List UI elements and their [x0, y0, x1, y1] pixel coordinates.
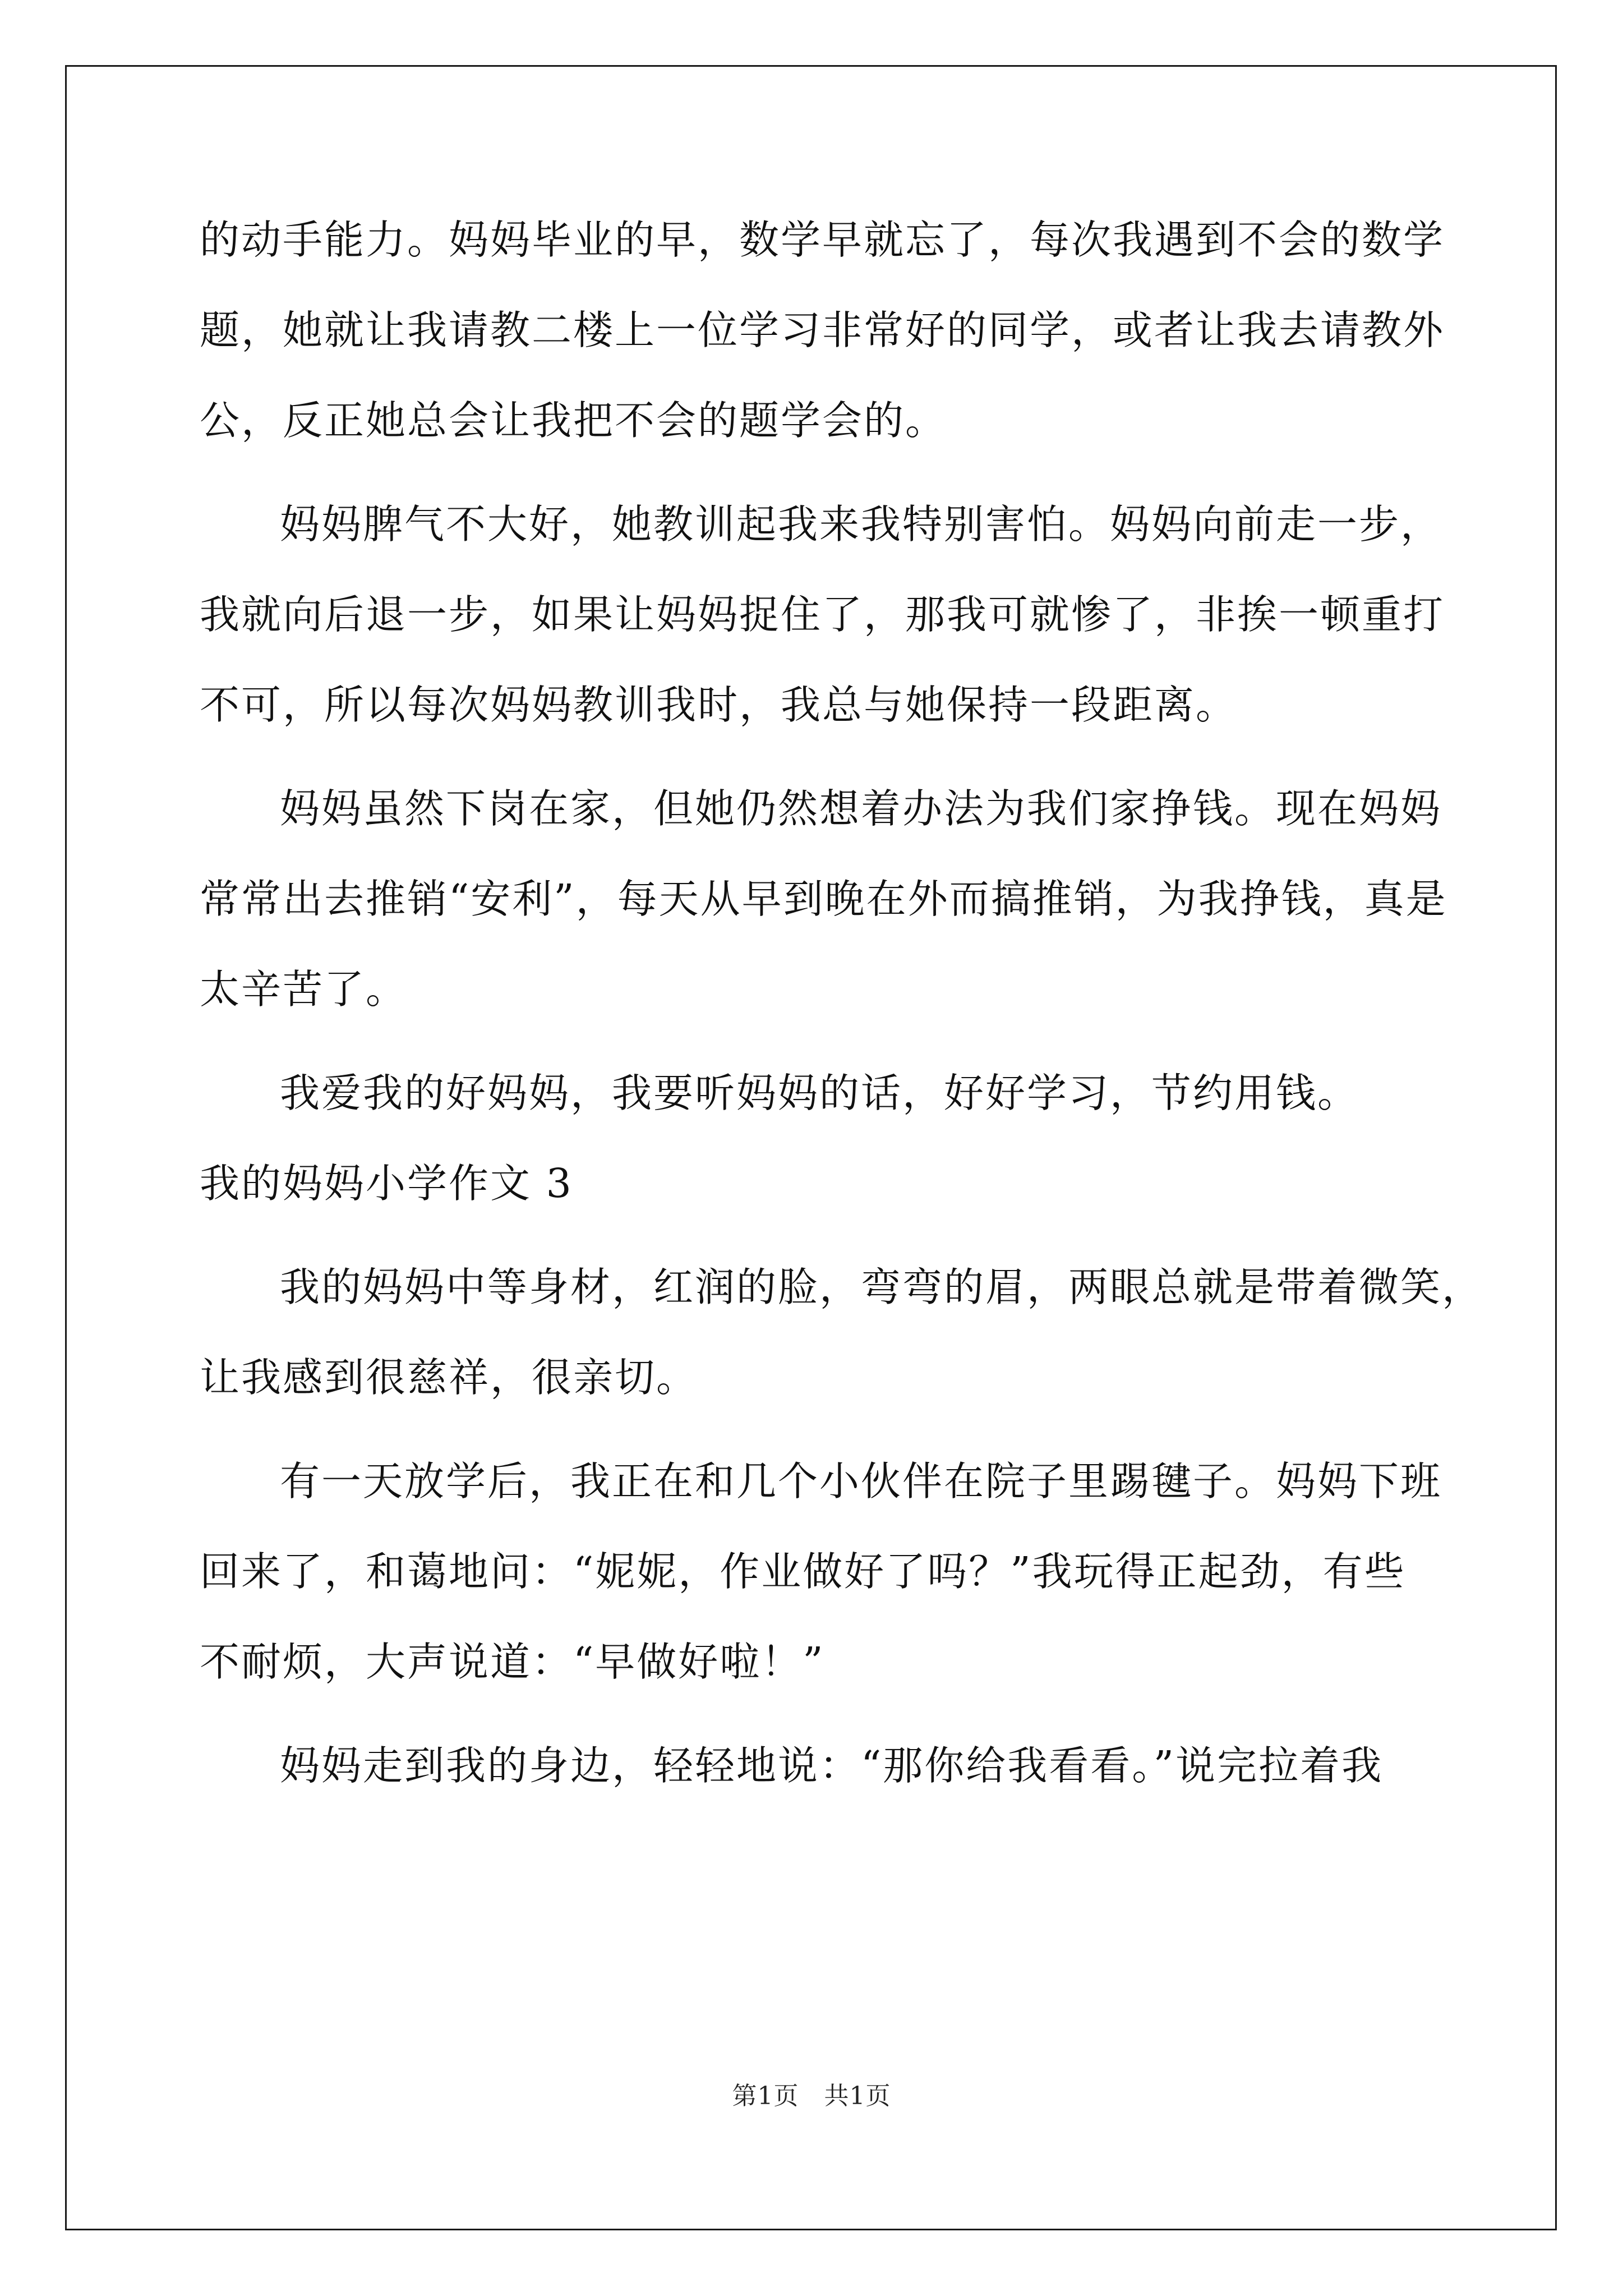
- text-line: 不耐烦，大声说道：“早做好啦！”: [200, 1639, 825, 1685]
- text-line: 回来了，和蔼地问：“妮妮，作业做好了吗？”我玩得正起劲，有些: [200, 1548, 1406, 1595]
- text-line: 公，反正她总会让我把不会的题学会的。: [200, 397, 947, 444]
- paragraph-start-line: 我爱我的好妈妈，我要听妈妈的话，好好学习，节约用钱。: [280, 1070, 1359, 1116]
- text-line: 题，她就让我请教二楼上一位学习非常好的同学，或者让我去请教外: [200, 307, 1445, 353]
- page-number-footer: 第1页 共1页: [732, 2082, 891, 2110]
- paragraph-start-line: 妈妈虽然下岗在家，但她仍然想着办法为我们家挣钱。现在妈妈: [280, 785, 1442, 832]
- section-heading: 我的妈妈小学作文 3: [200, 1160, 573, 1207]
- paragraph-start-line: 妈妈脾气不大好，她教训起我来我特别害怕。妈妈向前走一步，: [280, 501, 1442, 547]
- text-line: 让我感到很慈祥，很亲切。: [200, 1354, 698, 1401]
- paragraph-start-line: 妈妈走到我的身边，轻轻地说：“那你给我看看。”说完拉着我: [280, 1742, 1384, 1789]
- text-line: 不可，所以每次妈妈教训我时，我总与她保持一段距离。: [200, 682, 1238, 728]
- text-line: 的动手能力。妈妈毕业的早，数学早就忘了，每次我遇到不会的数学: [200, 217, 1445, 263]
- page-border: [65, 65, 1557, 2230]
- text-line: 我就向后退一步，如果让妈妈捉住了，那我可就惨了，非挨一顿重打: [200, 591, 1445, 638]
- paragraph-start-line: 我的妈妈中等身材，红润的脸，弯弯的眉，两眼总就是带着微笑，: [280, 1264, 1484, 1310]
- text-line: 太辛苦了。: [200, 966, 408, 1013]
- text-line: 常常出去推销“安利”，每天从早到晚在外而搞推销，为我挣钱，真是: [200, 876, 1447, 922]
- paragraph-start-line: 有一天放学后，我正在和几个小伙伴在院子里踢毽子。妈妈下班: [280, 1458, 1442, 1504]
